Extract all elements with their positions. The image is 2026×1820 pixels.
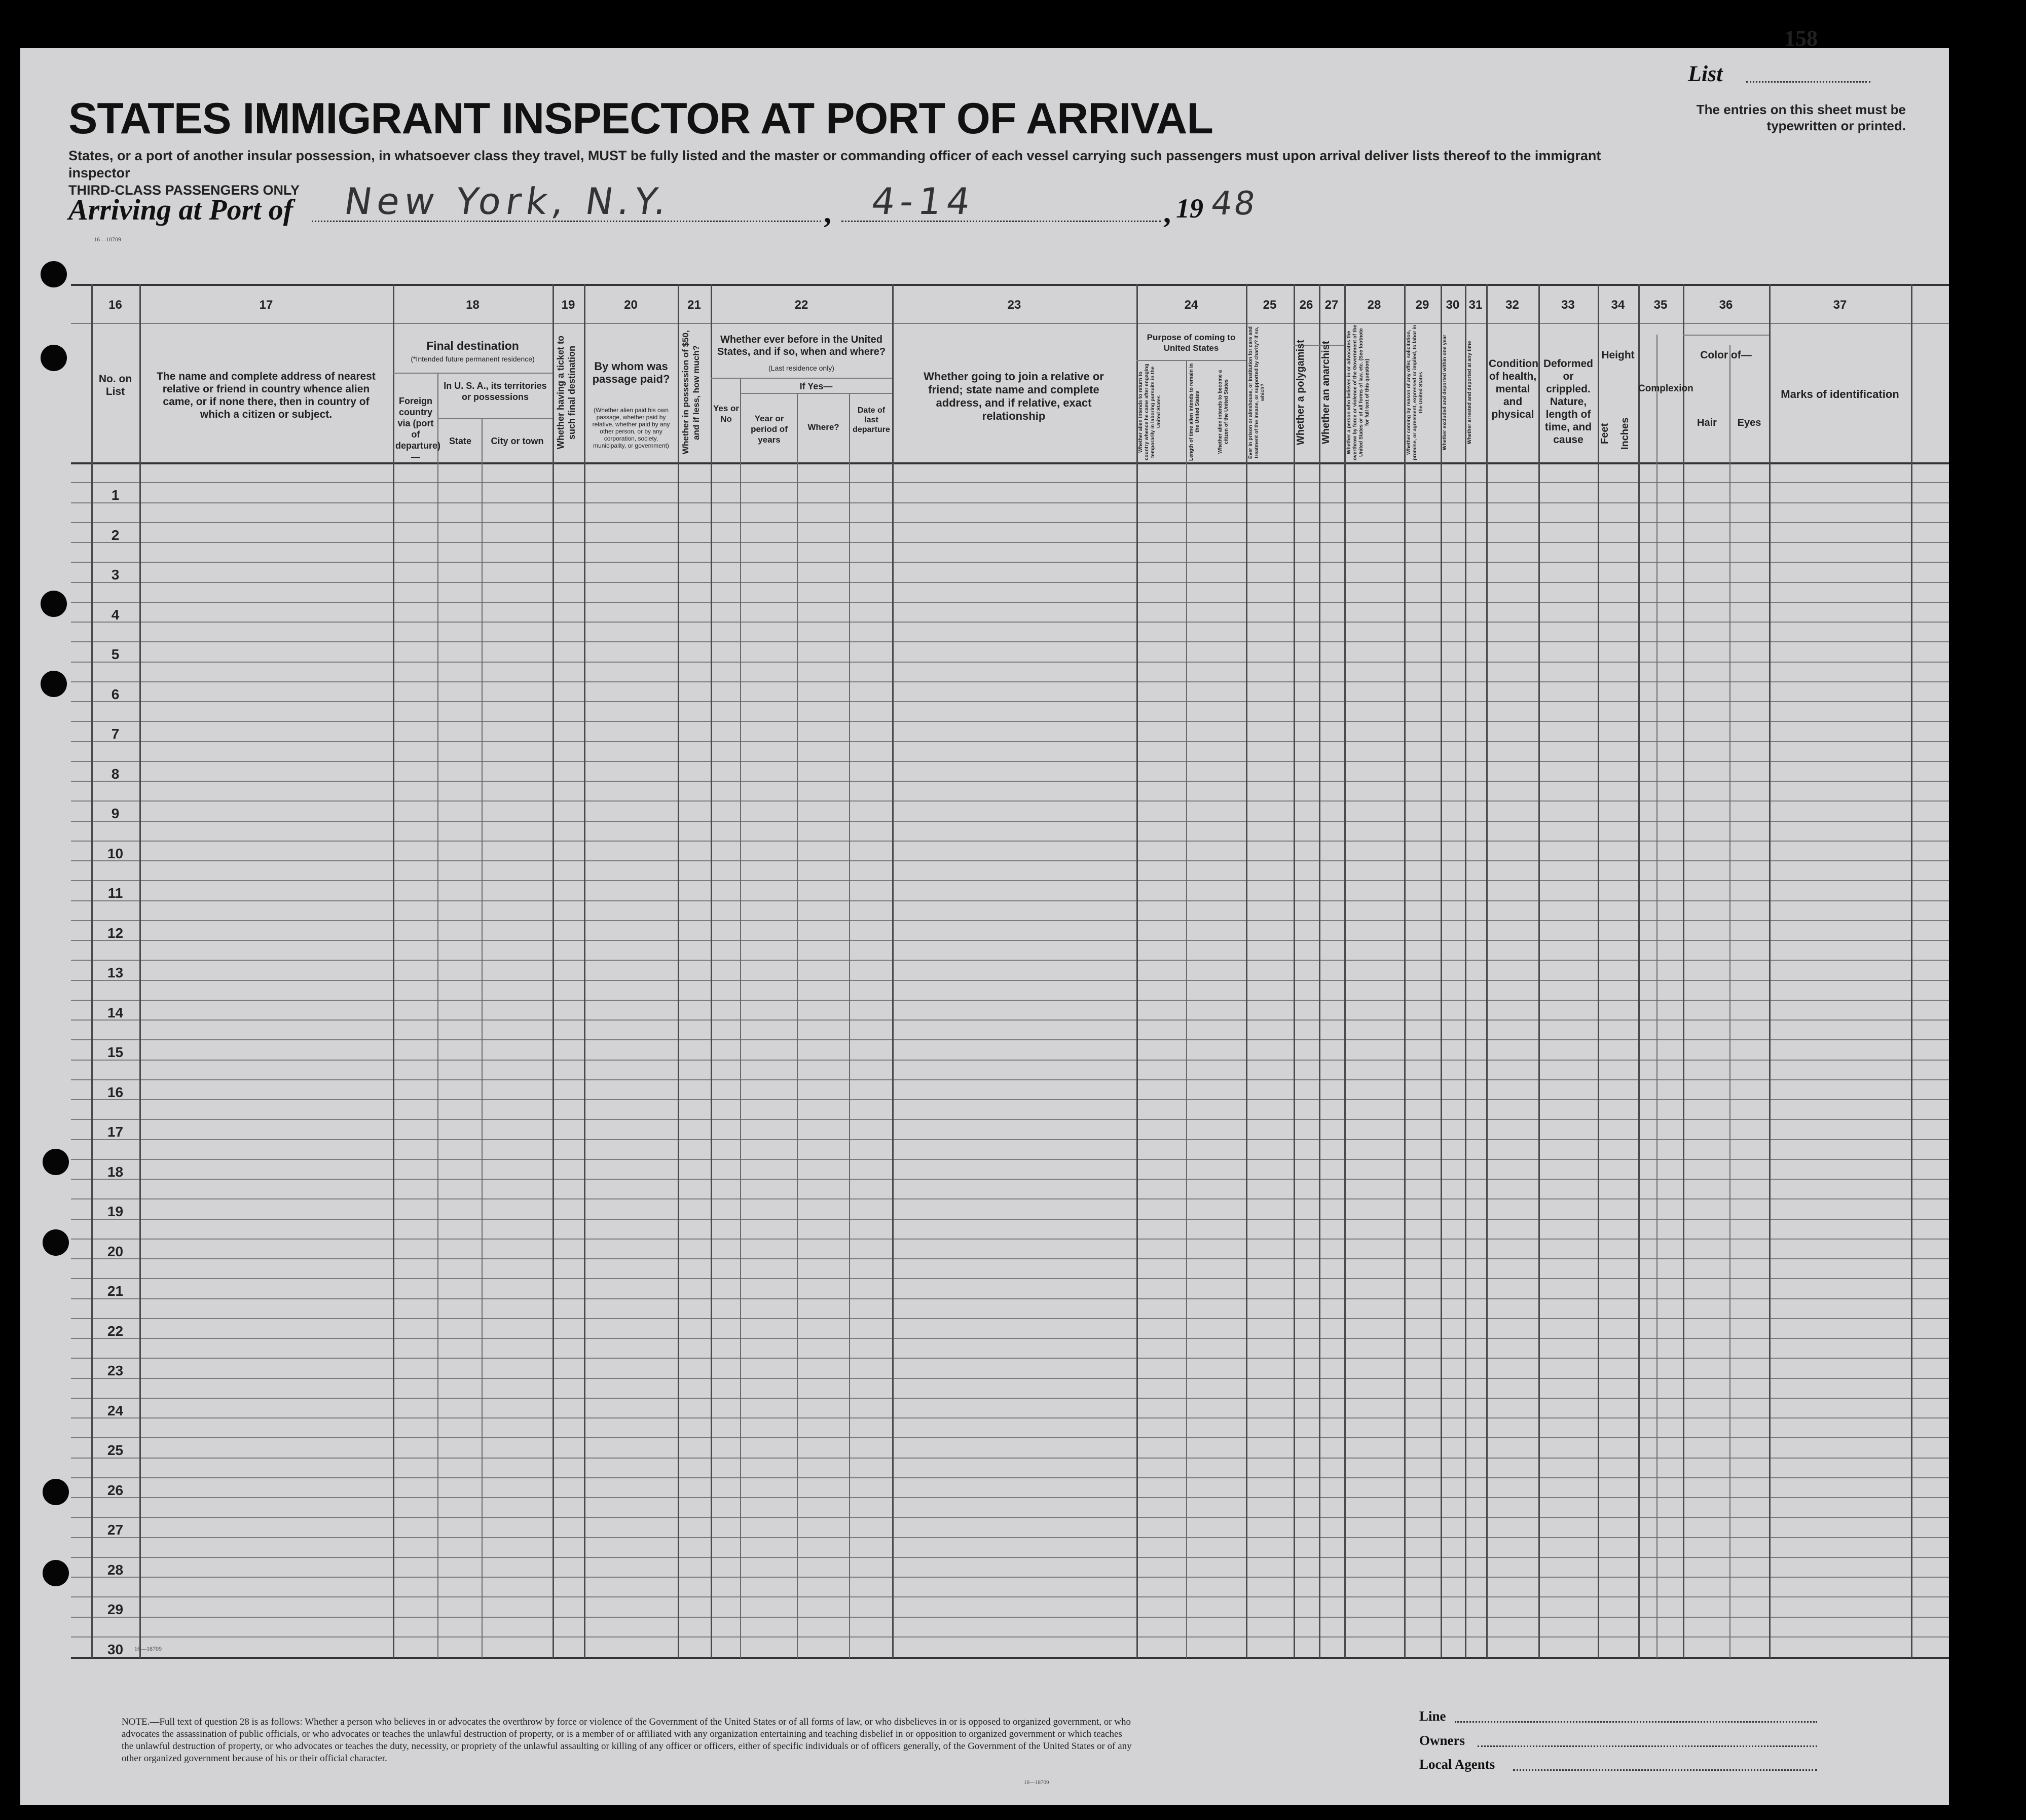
header-health: Condition of health, mental and physical [1489, 358, 1538, 420]
header-polygamist: Whether a polygamist [1295, 340, 1306, 445]
header-q28: Whether a person who believes in or advocates the overthrow by force or violence of the Government of the United States or of all forms of law, etc. (See footnote for full text of this question) [1346, 324, 1370, 460]
row-line [71, 662, 1949, 663]
column-number: 36 [1719, 298, 1733, 312]
arriving-port-label: Arriving at Port of [68, 193, 293, 226]
header-state: State [449, 436, 471, 446]
row-line [71, 582, 1949, 583]
row-number: 2 [111, 527, 120, 543]
row-number: 7 [111, 726, 120, 742]
row-number: 26 [107, 1482, 124, 1498]
row-line [71, 1358, 1949, 1359]
owners-label: Owners [1419, 1733, 1465, 1748]
column-divider [1294, 284, 1295, 1658]
date-handwritten-value: 4-14 [869, 180, 978, 223]
row-line [71, 1596, 1949, 1597]
row-line [71, 1179, 1949, 1180]
row-number: 29 [107, 1601, 124, 1617]
instruction-line: States, or a port of another insular possession, in whatsoever class they travel, MUST be fully listed and the master or commanding officer of each vessel carrying such passengers must upon arrival deliver lists thereof to the immigrant inspector [68, 148, 1601, 180]
binder-hole [43, 1560, 69, 1586]
column-divider [584, 284, 585, 1658]
form-code: 16—18709 [94, 236, 121, 243]
column-number: 28 [1367, 298, 1381, 312]
row-number: 21 [107, 1283, 124, 1299]
column-divider [1319, 284, 1320, 1658]
footnote: NOTE.—Full text of question 28 is as follows: Whether a person who believes in or advocates the overthrow by force or violence of the Government of the United States or of all forms of law, or who disbelieves in or is opposed to organized government, or who advocates the assassination of public officials, or who advocates or teaches the unlawful destruction of property, or is a member of or affiliated with any organization entertaining and teaching disbelief in or opposition to organized government or which teaches the unlawful destruction of property, or who advocates or teaches the duty, necessity, or propriety of the unlawful assaulting or killing of any officer or officers, either of specific individuals or of officers generally, of the Government of the United States or of any other organized government because of his or their official character. [122, 1717, 1132, 1764]
header-final-destination: Final destination [426, 339, 519, 352]
header-eyes: Eyes [1737, 417, 1761, 428]
header-passage-paid: By whom was passage paid? [592, 360, 670, 385]
row-line [71, 701, 1949, 702]
row-line [71, 940, 1949, 941]
header-complexion: Complexion [1638, 383, 1693, 394]
row-number: 25 [107, 1442, 124, 1458]
row-number: 30 [107, 1642, 124, 1657]
row-line [71, 741, 1949, 742]
column-number: 37 [1833, 298, 1847, 312]
binder-hole [43, 1229, 69, 1256]
row-line [71, 1458, 1949, 1459]
instruction-text [68, 147, 1640, 199]
row-line [71, 1617, 1949, 1618]
table-top-border [71, 284, 1949, 286]
comma: , [824, 196, 831, 229]
column-number: 19 [561, 298, 575, 312]
column-divider [1769, 284, 1771, 1658]
row-line [71, 761, 1949, 762]
row-line [71, 1060, 1949, 1061]
header-height: Height [1601, 349, 1635, 361]
column-number: 27 [1324, 298, 1339, 312]
row-line [71, 781, 1949, 782]
row-number: 16 [107, 1084, 124, 1100]
column-number: 18 [466, 298, 480, 312]
row-line [71, 1099, 1949, 1100]
header-bottom-border [71, 462, 1949, 464]
column-number: 29 [1415, 298, 1429, 312]
row-line [71, 1477, 1949, 1478]
sub-column-divider [740, 378, 741, 1658]
row-number: 3 [111, 567, 120, 583]
header-nearest-relative: The name and complete address of nearest relative or friend in country whence alien came, or if none there, then in country of which a citizen or subject. [157, 371, 376, 420]
row-number: 27 [107, 1522, 124, 1538]
column-number: 17 [259, 298, 273, 312]
sub-column-divider [797, 393, 798, 1658]
row-number: 12 [107, 925, 124, 941]
row-line [71, 1298, 1949, 1299]
column-divider [1344, 284, 1346, 1658]
owners-field[interactable] [1478, 1745, 1817, 1747]
page-title: STATES IMMIGRANT INSPECTOR AT PORT OF ARRIVAL [68, 94, 1213, 143]
header-in-usa: In U. S. A., its territories or possessions [444, 381, 547, 402]
row-line [71, 960, 1949, 961]
row-number: 9 [111, 806, 120, 821]
sub-column-divider [1186, 360, 1187, 1658]
column-divider [1538, 284, 1540, 1658]
row-line [71, 1198, 1949, 1199]
header-divider [71, 323, 1949, 324]
line-label: Line [1419, 1708, 1446, 1724]
local-agents-label: Local Agents [1419, 1757, 1495, 1772]
row-number: 17 [107, 1124, 124, 1140]
row-line [71, 1497, 1949, 1498]
row-line [71, 880, 1949, 881]
sub-column-divider [437, 373, 438, 1658]
row-line [71, 1079, 1949, 1080]
header-if-yes: If Yes— [799, 381, 833, 391]
row-number: 24 [107, 1403, 124, 1418]
sub-header-line [740, 393, 892, 394]
header-anarchist: Whether an anarchist [1320, 341, 1332, 444]
line-field[interactable] [1455, 1721, 1817, 1723]
port-handwritten-value: New York, N.Y. [342, 180, 675, 223]
column-divider [711, 284, 712, 1658]
row-line [71, 1417, 1949, 1418]
column-divider [1638, 284, 1640, 1658]
column-number: 26 [1299, 298, 1313, 312]
row-line [71, 980, 1949, 981]
row-line [71, 1318, 1949, 1319]
header-date-departure: Date of last departure [853, 406, 890, 434]
binder-hole [43, 1479, 69, 1505]
row-line [71, 860, 1949, 861]
row-line [71, 1139, 1949, 1140]
row-number: 4 [111, 607, 120, 623]
form-code: 16—18709 [134, 1645, 162, 1652]
row-line [71, 622, 1949, 623]
column-number: 34 [1611, 298, 1625, 312]
row-line [71, 1159, 1949, 1160]
header-inches: Inches [1619, 417, 1631, 450]
column-number: 33 [1561, 298, 1575, 312]
column-number: 32 [1505, 298, 1519, 312]
column-number: 23 [1007, 298, 1021, 312]
list-number-field[interactable] [1746, 81, 1870, 83]
column-divider [1683, 284, 1684, 1658]
header-purpose-return: Whether alien intends to return to country whence he came after engaging temporarily in laboring pursuits in the United States [1138, 363, 1162, 460]
row-number: 19 [107, 1204, 124, 1219]
column-divider [1441, 284, 1442, 1658]
header-ticket: Whether having a ticket to such final destination [556, 335, 577, 450]
row-line [71, 542, 1949, 543]
year-handwritten-value: 48 [1208, 185, 1260, 223]
header-prison: Ever in prison or almshouse, or institution for care and treatment of the insane, or supported by charity? If so, which? [1248, 326, 1266, 459]
column-divider [552, 284, 554, 1658]
row-line [71, 1338, 1949, 1339]
binder-hole [41, 591, 67, 617]
header-arrested: Whether arrested and deported at any time [1467, 341, 1472, 444]
header-passage-note: (Whether alien paid his own passage, whether paid by relative, whether paid by any other person, or by any corporation, society, municipality, or government) [592, 407, 670, 449]
row-line [71, 1636, 1949, 1637]
row-line [71, 681, 1949, 682]
header-purpose-length: Length of time alien intends to remain in the United States [1189, 363, 1200, 461]
sub-header-line [393, 373, 552, 374]
header-excluded: Whether excluded and deported within one year [1442, 335, 1448, 450]
sub-header-line [711, 378, 892, 379]
row-number: 15 [107, 1044, 124, 1060]
sub-header-line [437, 418, 552, 419]
column-divider [1404, 284, 1406, 1658]
row-line [71, 821, 1949, 822]
sub-header-line [1683, 335, 1769, 336]
header-join-relative: Whether going to join a relative or friend; state name and complete address, and if relative, exact relationship [924, 370, 1104, 422]
header-marks: Marks of identification [1781, 388, 1899, 401]
column-divider [1598, 284, 1599, 1658]
row-number: 18 [107, 1164, 124, 1180]
row-number: 14 [107, 1005, 124, 1021]
row-line [71, 1398, 1949, 1399]
list-label: List [1688, 61, 1723, 86]
page-number: 158 [1784, 26, 1818, 51]
row-line [71, 1577, 1949, 1578]
column-divider [139, 284, 141, 1658]
header-purpose: Purpose of coming to United States [1147, 333, 1236, 353]
row-line [71, 562, 1949, 563]
binder-hole [43, 1149, 69, 1175]
local-agents-field[interactable] [1513, 1769, 1817, 1771]
row-line [71, 602, 1949, 603]
column-divider [1486, 284, 1488, 1658]
row-line [71, 482, 1949, 483]
column-number: 20 [624, 298, 638, 312]
row-line [71, 1437, 1949, 1438]
header-no-on-list: No. on List [98, 373, 132, 397]
column-divider [1465, 284, 1466, 1658]
row-number: 22 [107, 1323, 124, 1339]
header-last-residence: (Last residence only) [768, 364, 834, 372]
column-number: 35 [1653, 298, 1668, 312]
column-divider [1136, 284, 1138, 1658]
column-divider [678, 284, 679, 1658]
column-number: 24 [1184, 298, 1198, 312]
header-year-period: Year or period of years [751, 414, 788, 445]
row-line [71, 900, 1949, 901]
table-bottom-border [71, 1657, 1949, 1659]
column-number: 21 [687, 298, 701, 312]
row-line [71, 1278, 1949, 1279]
row-line [71, 920, 1949, 921]
column-number: 31 [1468, 298, 1483, 312]
binder-hole [41, 345, 67, 371]
row-line [71, 841, 1949, 842]
row-number: 11 [107, 885, 123, 901]
header-purpose-citizen: Whether alien intends to become a citizen of the United States [1218, 370, 1229, 454]
header-deformed: Deformed or crippled. Nature, length of time, and cause [1543, 358, 1594, 446]
header-yes-or-no: Yes or No [713, 404, 740, 424]
header-where: Where? [807, 422, 839, 432]
comma: , [1163, 196, 1171, 229]
manifest-table [71, 284, 1949, 1658]
header-final-destination-note: (*Intended future permanent residence) [411, 355, 535, 363]
row-number: 28 [107, 1562, 124, 1578]
row-line [71, 522, 1949, 523]
row-number: 20 [107, 1244, 124, 1259]
row-line [71, 1258, 1949, 1259]
sub-column-divider [1656, 335, 1657, 1658]
binder-hole [41, 671, 67, 697]
column-divider [892, 284, 894, 1658]
column-number: 30 [1446, 298, 1460, 312]
column-number: 16 [108, 298, 122, 312]
footnote-code: 16—18709 [1024, 1779, 1049, 1786]
row-line [71, 1039, 1949, 1040]
binder-hole [41, 261, 67, 287]
column-divider [1246, 284, 1247, 1658]
typewritten-note: The entries on this sheet must be typewritten or printed. [1696, 102, 1906, 133]
year-prefix: 19 [1176, 193, 1203, 224]
row-line [71, 1537, 1949, 1538]
row-line [71, 1020, 1949, 1021]
header-offer-labor: Whether coming by reason of any offer, solicitation, promise, or agreement, expressed or implied, to labor in the United States [1406, 324, 1424, 460]
header-color-of: Color of— [1700, 349, 1752, 361]
row-number: 5 [111, 646, 120, 662]
header-possession-50: Whether in possession of $50, and if less, how much? [681, 330, 701, 455]
sub-header-line [1136, 360, 1246, 361]
header-foreign-country: Foreign country via (port of departure)— [395, 396, 441, 462]
row-number: 6 [111, 686, 120, 702]
row-line [71, 1239, 1949, 1240]
row-number: 8 [111, 766, 120, 782]
header-hair: Hair [1697, 417, 1717, 428]
row-line [71, 502, 1949, 503]
sub-column-divider [849, 393, 850, 1658]
sub-column-divider [482, 418, 483, 1658]
column-number: 22 [794, 298, 808, 312]
column-divider [393, 284, 394, 1658]
row-line [71, 641, 1949, 642]
header-feet: Feet [1599, 423, 1610, 444]
header-city: City or town [491, 436, 544, 446]
row-number: 1 [111, 487, 120, 503]
row-number: 23 [107, 1363, 124, 1378]
row-line [71, 1119, 1949, 1120]
row-line [71, 1557, 1949, 1558]
row-line [71, 1000, 1949, 1001]
row-line [71, 800, 1949, 802]
row-line [71, 1517, 1949, 1518]
column-number: 25 [1263, 298, 1277, 312]
sub-column-divider [1729, 345, 1730, 1658]
row-line [71, 721, 1949, 722]
row-line [71, 1219, 1949, 1220]
header-before-in-us: Whether ever before in the United States, and if so, when and where? [717, 334, 886, 357]
row-line [71, 1378, 1949, 1379]
class-label: THIRD-CLASS PASSENGERS ONLY [68, 183, 300, 198]
row-number: 10 [107, 846, 124, 861]
column-divider [1911, 284, 1912, 1658]
row-number: 13 [107, 965, 124, 980]
